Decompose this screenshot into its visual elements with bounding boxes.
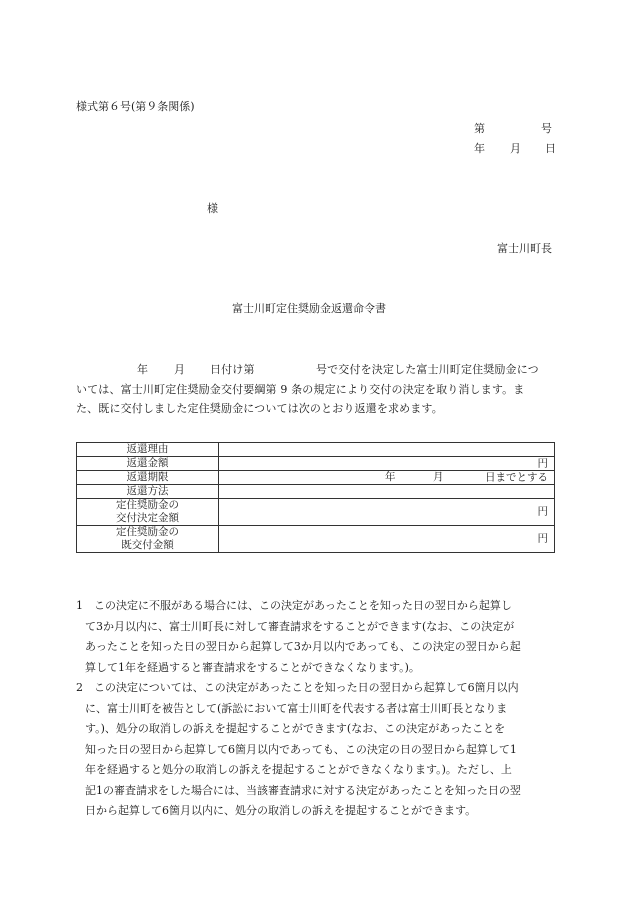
doc-date-tsuki: 月 xyxy=(510,142,521,155)
note-1-line-4: 算して1年を経過すると審査請求をすることができなくなります。)。 xyxy=(85,660,420,674)
form-header: 様式第６号(第９条関係) xyxy=(76,100,195,113)
intro-date-number: 日付け第 xyxy=(210,363,255,376)
note-2-line-4: 知った日の翌日から起算して6箇月以内であっても、この決定の日の翌日から起算して1 xyxy=(85,742,517,756)
method-label: 返還方法 xyxy=(77,485,219,499)
repayment-table xyxy=(76,442,555,553)
amount-label: 返還金額 xyxy=(77,457,219,471)
note-2-line-2: に、富士川町を被告として(訴訟において富士川町を代表する者は富士川町長となりま xyxy=(85,701,508,715)
doc-date-hi: 日 xyxy=(545,142,556,155)
paid-amount-label-line1: 定住奨励金の xyxy=(116,526,179,538)
note-1-line-2: て3か月以内に、富士川町長に対して審査請求をすることができます(なお、この決定が xyxy=(85,619,515,633)
intro-line-1 xyxy=(76,360,559,380)
intro-line-3: た、既に交付しました定住奨励金については次のとおり返還を求めます。 xyxy=(76,402,443,415)
deadline-nen: 年 xyxy=(385,471,396,483)
table-row xyxy=(77,471,555,485)
doc-number-dai: 第 xyxy=(474,122,485,135)
paid-amount-label-line2: 既交付金額 xyxy=(121,539,174,551)
note-2-line-6: 記1の審査請求をした場合には、当該審査請求に対する決定があったことを知った日の翌 xyxy=(85,783,521,797)
table-row xyxy=(77,499,555,526)
table-row xyxy=(77,485,555,499)
note-2-line-7: 日から起算して6箇月以内に、処分の取消しの訴えを提起することができます。 xyxy=(85,804,477,817)
note-2-line-3: す。)、処分の取消しの訴えを提起することができます(なお、この決定があったことを xyxy=(85,722,506,735)
note-2-text-1: この決定については、この決定があったことを知った日の翌日から起算して6箇月以内 xyxy=(94,681,519,694)
decided-amount-label-line1: 定住奨励金の xyxy=(116,499,179,511)
intro-line-2: いては、富士川町定住奨励金交付要綱第 9 条の規定により交付の決定を取り消します。ま xyxy=(76,382,525,396)
intro-tsuki: 月 xyxy=(174,363,186,376)
amount-value xyxy=(219,457,555,471)
addressee-suffix: 様 xyxy=(207,202,218,215)
decided-amount-label xyxy=(77,499,219,526)
deadline-hi: 日までとする xyxy=(485,471,548,483)
table-row xyxy=(77,526,555,553)
decided-amount-value xyxy=(219,499,555,526)
document-title: 富士川町定住奨励金返還命令書 xyxy=(232,302,386,315)
note-1-line-3: あったことを知った日の翌日から起算して3か月以内であっても、この決定の翌日から起 xyxy=(85,640,521,653)
deadline-label: 返還期限 xyxy=(77,471,219,485)
notes-section xyxy=(76,596,566,822)
paid-amount-value xyxy=(219,526,555,553)
deadline-value xyxy=(219,471,555,485)
doc-number-go: 号 xyxy=(541,122,552,135)
note-1-text-1: この決定に不服がある場合には、この決定があったことを知った日の翌日から起算し xyxy=(94,599,512,612)
intro-nen: 年 xyxy=(137,363,149,376)
intro-decision-text: 号で交付を決定した富士川町定住奨励金につ xyxy=(316,363,539,376)
note-1-line-1 xyxy=(76,596,566,617)
note-2-line-1 xyxy=(76,678,566,699)
issuer: 富士川町長 xyxy=(497,242,552,255)
decided-amount-label-line2: 交付決定金額 xyxy=(116,512,179,524)
table-row xyxy=(77,457,555,471)
note-2-line-5: 年を経過すると処分の取消しの訴えを提起することができなくなります。)。ただし、上 xyxy=(85,763,512,776)
reason-label: 返還理由 xyxy=(77,443,219,457)
doc-date-nen: 年 xyxy=(474,142,485,155)
deadline-tsuki: 月 xyxy=(433,471,444,483)
note-1-number: 1 xyxy=(76,599,83,612)
method-value xyxy=(219,485,555,499)
intro-paragraph xyxy=(76,360,559,419)
table-row xyxy=(77,443,555,457)
paid-amount-label xyxy=(77,526,219,553)
note-2-number: 2 xyxy=(76,681,83,694)
decided-amount-unit: 円 xyxy=(537,505,548,518)
reason-value xyxy=(219,443,555,457)
amount-unit: 円 xyxy=(537,457,548,469)
paid-amount-unit: 円 xyxy=(537,532,548,545)
